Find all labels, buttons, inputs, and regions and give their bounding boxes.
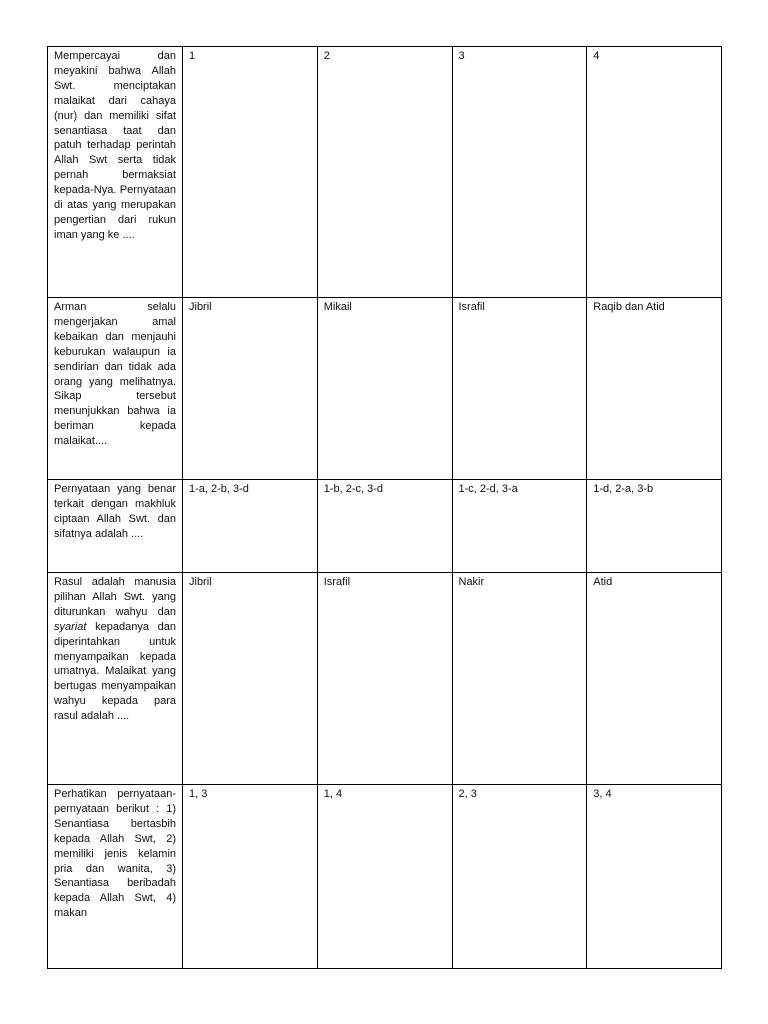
option-cell: Israfil <box>317 573 452 785</box>
option-cell: Nakir <box>452 573 587 785</box>
option-cell: 1-a, 2-b, 3-d <box>183 480 318 573</box>
table-row <box>48 573 722 785</box>
option-cell: 4 <box>587 47 722 298</box>
option-cell: Mikail <box>317 298 452 480</box>
question-text-part: kepadanya dan diperintahkan untuk menyampaikan kepada umatnya. Malaikat yang bertugas menyampaikan wahyu kepada para rasul adalah .... <box>54 620 176 723</box>
option-cell: 3 <box>452 47 587 298</box>
question-text <box>54 575 176 724</box>
option-cell: 1 <box>183 47 318 298</box>
option-cell: 1-b, 2-c, 3-d <box>317 480 452 573</box>
option-cell: 1, 3 <box>183 785 318 969</box>
option-cell: 1-c, 2-d, 3-a <box>452 480 587 573</box>
table-row <box>48 480 722 573</box>
table-row <box>48 47 722 298</box>
option-cell: Jibril <box>183 298 318 480</box>
option-cell: 1-d, 2-a, 3-b <box>587 480 722 573</box>
question-cell <box>48 785 183 969</box>
question-cell <box>48 298 183 480</box>
question-text-part: Rasul adalah manusia pilihan Allah Swt. yang diturunkan wahyu dan <box>54 576 176 618</box>
option-cell: Atid <box>587 573 722 785</box>
table-row <box>48 298 722 480</box>
option-cell: 2, 3 <box>452 785 587 969</box>
question-text: Arman selalu mengerjakan amal kebaikan dan menjauhi keburukan walaupun ia sendirian dan tidak ada orang yang melihatnya. Sikap tersebut menunjukkan bahwa ia beriman kepada malaikat.... <box>54 301 176 448</box>
question-text-italic: syariat <box>54 620 87 633</box>
option-cell: Jibril <box>183 573 318 785</box>
option-cell: Raqib dan Atid <box>587 298 722 480</box>
question-table <box>47 46 722 969</box>
option-cell: 2 <box>317 47 452 298</box>
question-text: Perhatikan pernyataan-pernyataan berikut : 1) Senantiasa bertasbih kepada Allah Swt, 2) memiliki jenis kelamin pria dan wanita, 3) Senantiasa beribadah kepada Allah Swt, 4) makan <box>54 788 176 920</box>
question-cell <box>48 573 183 785</box>
option-cell: 1, 4 <box>317 785 452 969</box>
question-text: Pernyataan yang benar terkait dengan makhluk ciptaan Allah Swt. dan sifatnya adalah .... <box>54 483 176 540</box>
question-cell <box>48 47 183 298</box>
option-cell: Israfil <box>452 298 587 480</box>
table-row <box>48 785 722 969</box>
option-cell: 3, 4 <box>587 785 722 969</box>
question-cell <box>48 480 183 573</box>
question-text: Mempercayai dan meyakini bahwa Allah Swt. menciptakan malaikat dari cahaya (nur) dan memiliki sifat senantiasa taat dan patuh terhadap perintah Allah Swt serta tidak pernah bermaksiat kepada-Nya. Pernyataan di atas yang merupakan pengertian dari rukun iman yang ke .... <box>54 50 176 241</box>
